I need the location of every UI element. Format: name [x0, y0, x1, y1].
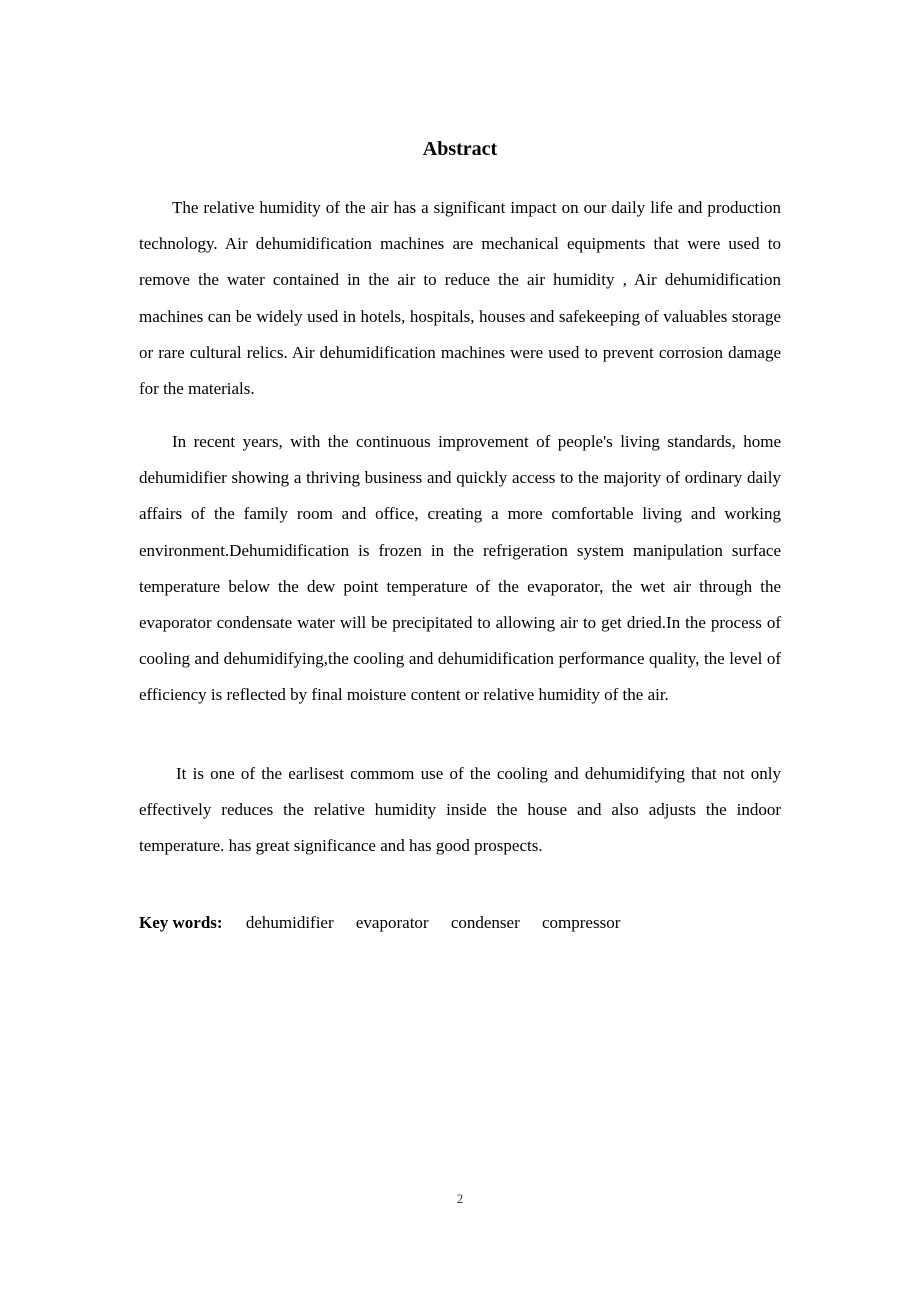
keyword-item: compressor	[542, 913, 621, 932]
keyword-item: condenser	[450, 913, 520, 932]
keyword-item: evaporator	[355, 913, 429, 932]
abstract-paragraph-2: In recent years, with the continuous improvement of people's living standards, home dehumidifier showing a thriving business and quickly access to the majority of ordinary daily affairs of the family room and office, creating a more comfortable living and working environment.Dehumidification is frozen in the refrigeration system manipulation surface temperature below the dew point temperature of the evaporator, the wet air through the evaporator condensate water will be precipitated to allowing air to get dried.In the process of cooling and dehumidifying,the cooling and dehumidification performance quality, the level of efficiency is reflected by final moisture content or relative humidity of the air.	[139, 432, 781, 705]
keywords-label: Key words:	[139, 913, 223, 932]
abstract-title: Abstract	[422, 138, 498, 160]
abstract-paragraph-3: It is one of the earlisest commom use of the cooling and dehumidifying that not only effectively reduces the relative humidity inside the house and also adjusts the indoor temperature. has great significance and has good prospects.	[139, 764, 781, 856]
keyword-item: dehumidifier	[245, 913, 334, 932]
abstract-paragraph-1: The relative humidity of the air has a significant impact on our daily life and production technology. Air dehumidification machines are mechanical equipments that were used to remove the water contained in the air to reduce the air humidity , Air dehumidification machines can be widely used in hotels, hospitals, houses and safekeeping of valuables storage or rare cultural relics. Air dehumidification machines were used to prevent corrosion damage for the materials.	[139, 198, 781, 399]
page-number: 2	[456, 1191, 464, 1206]
keywords-line	[139, 910, 781, 936]
